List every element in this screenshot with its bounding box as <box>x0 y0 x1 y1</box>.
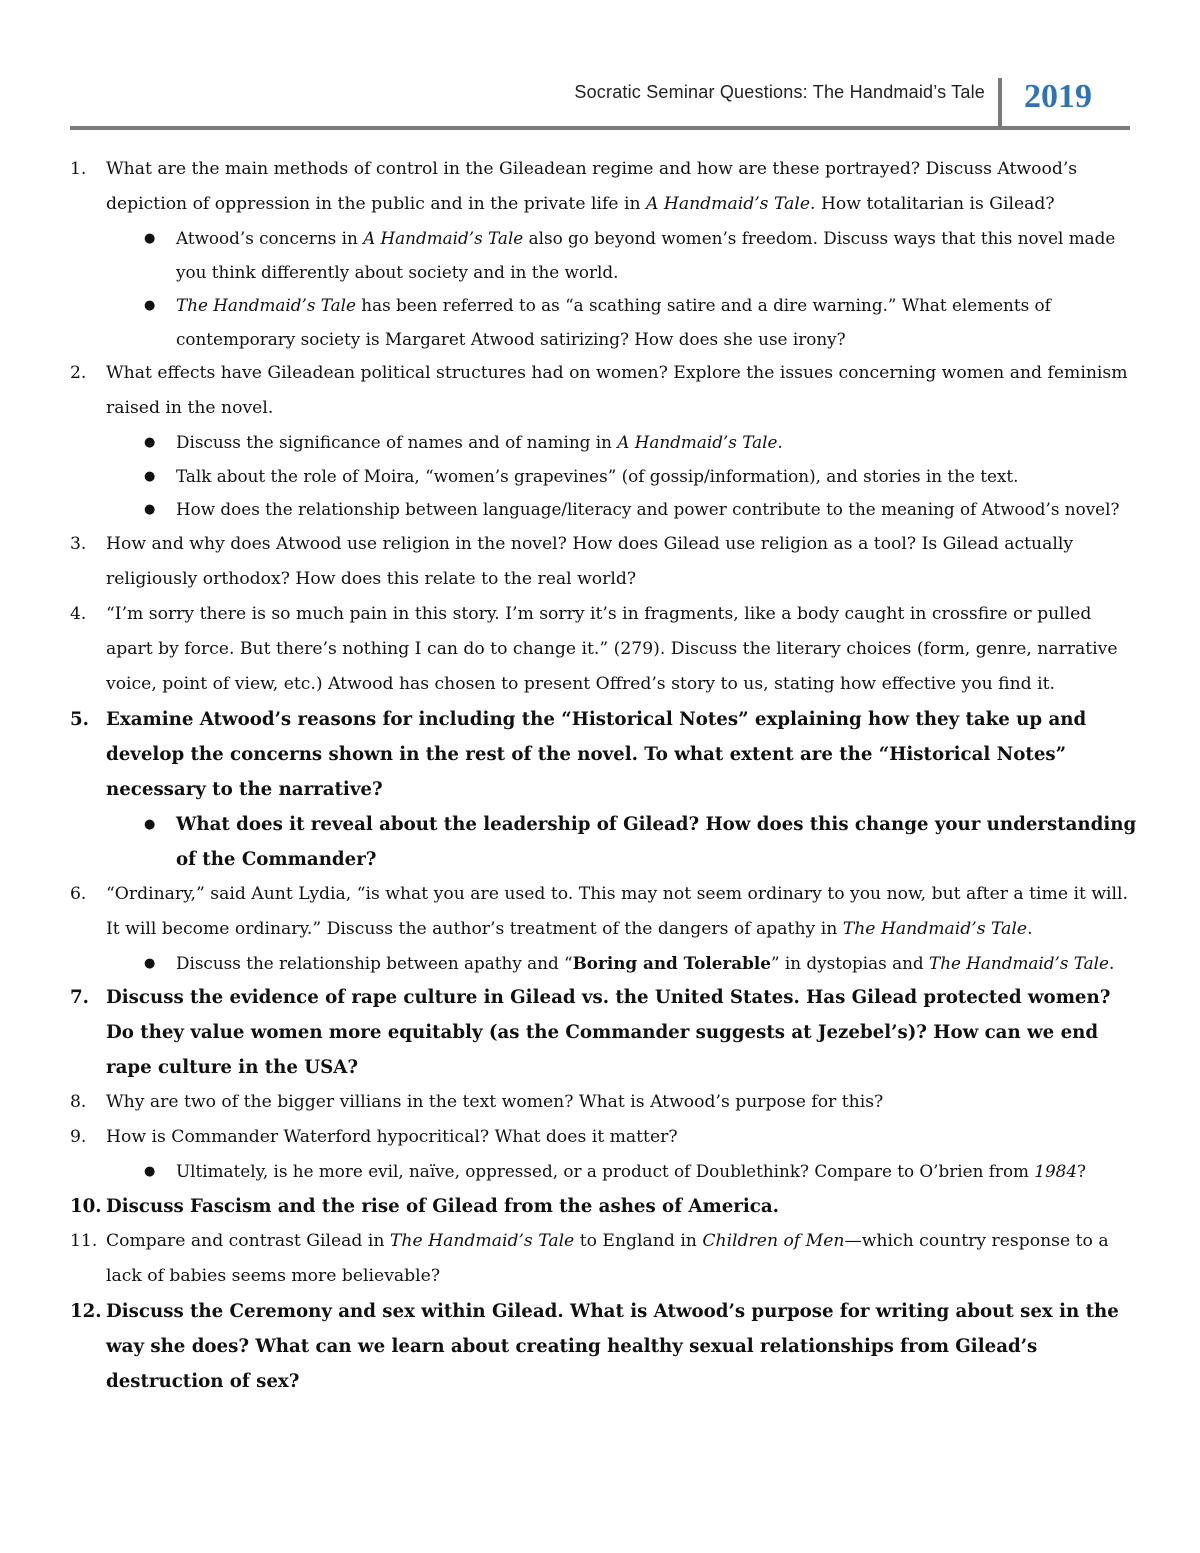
sub-question-item <box>106 493 1140 527</box>
question-item <box>70 1224 1140 1294</box>
question-number: 4. <box>70 603 87 624</box>
sub-question-item <box>106 460 1140 494</box>
question-number: 12. <box>70 1300 102 1322</box>
text-run: Compare and contrast Gilead in <box>106 1230 390 1251</box>
text-run: . <box>777 432 783 452</box>
bullet-icon: ● <box>144 502 156 517</box>
question-item <box>70 702 1140 877</box>
text-run: Why are two of the bigger villians in the text women? What is Atwood’s purpose for this? <box>106 1092 884 1112</box>
bullet-icon: ● <box>144 1164 156 1179</box>
text-run: Discuss the significance of names and of naming in <box>176 432 618 452</box>
bullet-icon: ● <box>144 435 156 450</box>
text-run: Discuss the evidence of rape culture in Gilead vs. the United States. Has Gilead protected women? Do they value women more equitably (as the Commander suggests at Jezebel’s)? How can we end rape culture in the USA? <box>106 987 1111 1078</box>
bullet-icon: ● <box>144 298 156 313</box>
question-text <box>106 356 1140 426</box>
question-text <box>106 702 1140 807</box>
text-run: —which country response to a lack of babies seems more believable? <box>106 1230 1109 1286</box>
text-run: . <box>1027 918 1033 939</box>
text-run: What are the main methods of control in the Gileadean regime and how are these portrayed? Discuss Atwood’s depiction of oppression in the public and in the private life in <box>106 159 1078 214</box>
question-text <box>106 980 1140 1085</box>
sub-question-list <box>106 947 1140 981</box>
text-run: What effects have Gileadean political structures had on women? Explore the issues concerning women and feminism raised in the novel. <box>106 363 1128 418</box>
italic-text: Children of Men <box>702 1230 845 1251</box>
text-run: Ultimately, is he more evil, naïve, oppressed, or a product of Doublethink? Compare to O’brien from <box>176 1161 1035 1181</box>
question-item <box>70 152 1140 356</box>
text-run: Discuss the Ceremony and sex within Gilead. What is Atwood’s purpose for writing about sex in the way she does? What can we learn about creating healthy sexual relationships from Gilead’s destruction of sex? <box>106 1300 1119 1392</box>
sub-question-text <box>176 947 1140 981</box>
sub-question-text <box>176 426 1140 460</box>
italic-text: A Handmaid’s Tale <box>617 432 778 452</box>
text-run: . How totalitarian is Gilead? <box>810 194 1055 214</box>
question-number: 1. <box>70 159 87 179</box>
document-title: Socratic Seminar Questions: The Handmaid’s Tale <box>574 82 985 102</box>
header-year: 2019 <box>1024 78 1092 115</box>
sub-question-text <box>176 289 1140 356</box>
text-run: Examine Atwood’s reasons for including the “Historical Notes” explaining how they take up and develop the concerns shown in the rest of the novel. To what extent are the “Historical Notes” necessary to the narrative? <box>106 708 1087 800</box>
question-number: 6. <box>70 883 87 904</box>
sub-question-item <box>106 1155 1140 1189</box>
text-run: has been referred to as “a scathing satire and a dire warning.” What elements of contemporary society is Margaret Atwood satirizing? How does she use irony? <box>176 295 1051 349</box>
question-number: 8. <box>70 1092 87 1112</box>
question-text <box>106 597 1140 702</box>
question-text <box>106 1294 1140 1399</box>
question-item <box>70 1085 1140 1120</box>
sub-question-text <box>176 807 1140 877</box>
text-run: How does the relationship between language/literacy and power contribute to the meaning of Atwood’s novel? <box>176 499 1120 519</box>
text-run: How is Commander Waterford hypocritical? What does it matter? <box>106 1127 678 1147</box>
text-run: Discuss the relationship between apathy and “ <box>176 952 573 973</box>
text-run: . <box>1108 952 1115 973</box>
sub-question-text <box>176 460 1140 494</box>
question-item <box>70 1189 1140 1224</box>
bullet-icon: ● <box>144 816 156 832</box>
sub-question-list <box>106 222 1140 356</box>
text-run: Atwood’s concerns in <box>176 228 364 248</box>
questions-section <box>70 152 1140 1399</box>
italic-text: The Handmaid’s Tale <box>929 952 1109 973</box>
text-run: also go beyond women’s freedom. Discuss ways that this novel made you think differently about society and in the world. <box>176 228 1116 282</box>
text-run: ” in dystopias and <box>770 952 929 973</box>
question-text <box>106 1120 1140 1155</box>
question-text <box>106 1189 1140 1224</box>
sub-question-text <box>176 222 1140 289</box>
question-number: 7. <box>70 987 89 1008</box>
sub-question-text <box>176 1155 1140 1189</box>
text-run: Talk about the role of Moira, “women’s grapevines” (of gossip/information), and stories in the text. <box>176 465 1019 486</box>
text-run: “I’m sorry there is so much pain in this story. I’m sorry it’s in fragments, like a body caught in crossfire or pulled apart by force. But there’s nothing I can do to change it.” (279). Discuss the literary choices (form, genre, narrative voice, point of view, etc.) Atwood has chosen to present Offred’s story to us, stating how effective you find it. <box>106 603 1118 694</box>
question-number: 2. <box>70 363 87 383</box>
question-item <box>70 877 1140 981</box>
text-run: “Ordinary,” said Aunt Lydia, “is what you are used to. This may not seem ordinary to you now, but after a time it will. It will become ordinary.” Discuss the author’s treatment of the dangers of apathy in <box>106 883 1128 939</box>
bullet-icon: ● <box>144 468 156 484</box>
text-run: Discuss Fascism and the rise of Gilead from the ashes of America. <box>106 1195 779 1217</box>
sub-question-item <box>106 426 1140 460</box>
italic-text: A Handmaid’s Tale <box>645 194 811 214</box>
sub-question-item <box>106 807 1140 877</box>
sub-question-item <box>106 222 1140 289</box>
bullet-icon: ● <box>144 955 156 971</box>
sub-question-item <box>106 289 1140 356</box>
bullet-icon: ● <box>144 231 156 246</box>
question-item <box>70 356 1140 527</box>
question-number: 5. <box>70 708 89 730</box>
sub-question-list <box>106 807 1140 877</box>
sub-question-text <box>176 493 1140 527</box>
question-number: 11. <box>70 1230 98 1251</box>
italic-text: The Handmaid’s Tale <box>176 295 356 315</box>
sub-question-item <box>106 947 1140 981</box>
question-number: 9. <box>70 1127 87 1147</box>
italic-text: 1984 <box>1034 1161 1078 1181</box>
bold-text: Boring and Tolerable <box>572 952 771 973</box>
italic-text: The Handmaid’s Tale <box>389 1230 575 1251</box>
question-text <box>106 1224 1140 1294</box>
header-rule <box>70 126 1130 130</box>
sub-question-list <box>106 1155 1140 1189</box>
question-number: 10. <box>70 1195 102 1217</box>
question-item <box>70 1120 1140 1189</box>
text-run: ? <box>1077 1161 1087 1181</box>
text-run: How and why does Atwood use religion in the novel? How does Gilead use religion as a tool? Is Gilead actually religiously orthodox? How does this relate to the real world? <box>106 533 1074 589</box>
page-header <box>70 76 1130 130</box>
question-text <box>106 877 1140 947</box>
question-text <box>106 527 1140 597</box>
questions-list <box>70 152 1140 1399</box>
question-text <box>106 1085 1140 1120</box>
question-number: 3. <box>70 533 87 554</box>
italic-text: A Handmaid’s Tale <box>363 228 524 248</box>
question-item <box>70 527 1140 597</box>
question-item <box>70 980 1140 1085</box>
italic-text: The Handmaid’s Tale <box>842 918 1028 939</box>
header-divider <box>998 78 1002 128</box>
question-item <box>70 597 1140 702</box>
sub-question-list <box>106 426 1140 527</box>
text-run: to England in <box>574 1230 703 1251</box>
question-item <box>70 1294 1140 1399</box>
question-text <box>106 152 1140 222</box>
text-run: What does it reveal about the leadership of Gilead? How does this change your understanding of the Commander? <box>176 813 1137 870</box>
